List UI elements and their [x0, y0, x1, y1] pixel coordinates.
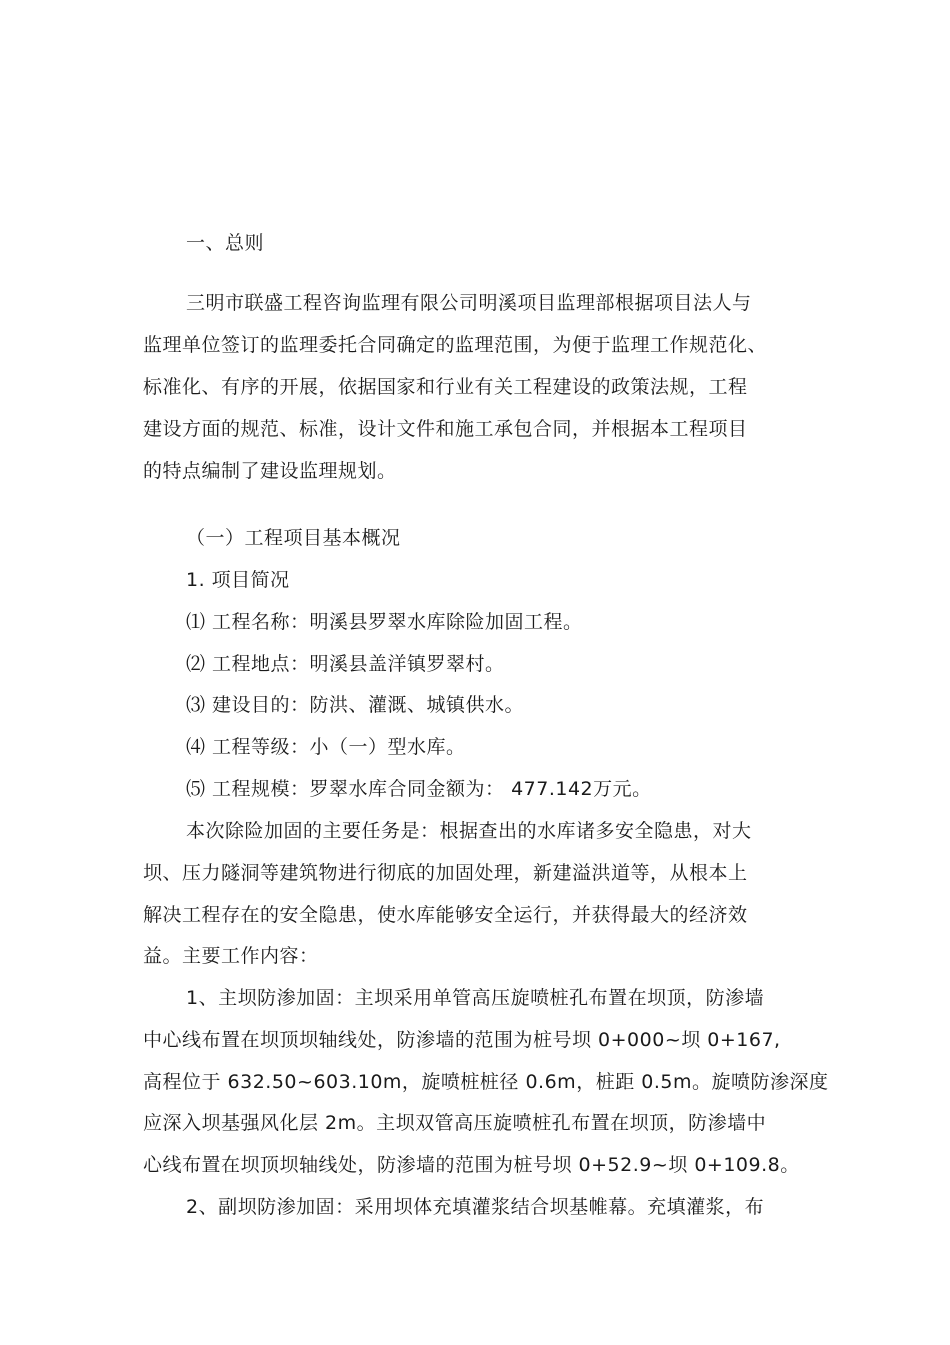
- task-line: 解决工程存在的安全隐患，使水库能够安全运行，并获得最大的经济效: [143, 904, 748, 926]
- work-line: 应深入坝基强风化层 2m。主坝双管高压旋喷桩孔布置在坝顶，防渗墙中: [143, 1112, 767, 1134]
- intro-line: 建设方面的规范、标准，设计文件和施工承包合同，并根据本工程项目: [143, 418, 748, 440]
- work-line: 1、主坝防渗加固：主坝采用单管高压旋喷桩孔布置在坝顶，防渗墙: [186, 987, 765, 1009]
- overview-item: ⑷ 工程等级：小（一）型水库。: [186, 736, 466, 758]
- overview-item: ⑴ 工程名称：明溪县罗翠水库除险加固工程。: [186, 611, 583, 633]
- work-line: 心线布置在坝顶坝轴线处，防渗墙的范围为桩号坝 0+52.9~坝 0+109.8。: [143, 1154, 800, 1176]
- work-line: 2、副坝防渗加固：采用坝体充填灌浆结合坝基帷幕。充填灌浆，布: [186, 1196, 765, 1218]
- subsection-heading: （一）工程项目基本概况: [186, 527, 401, 549]
- intro-line: 的特点编制了建设监理规划。: [143, 460, 397, 482]
- intro-line: 监理单位签订的监理委托合同确定的监理范围，为便于监理工作规范化、: [143, 334, 768, 356]
- item-heading: 1. 项目简况: [186, 569, 290, 591]
- work-line: 高程位于 632.50~603.10m，旋喷桩桩径 0.6m，桩距 0.5m。旋喷防渗深度: [143, 1071, 829, 1093]
- overview-item: ⑵ 工程地点：明溪县盖洋镇罗翠村。: [186, 653, 505, 675]
- section-heading: 一、总则: [186, 232, 265, 254]
- overview-item: ⑸ 工程规模：罗翠水库合同金额为： 477.142万元。: [186, 778, 652, 800]
- intro-line: 三明市联盛工程咨询监理有限公司明溪项目监理部根据项目法人与: [186, 292, 752, 314]
- overview-item: ⑶ 建设目的：防洪、灌溉、城镇供水。: [186, 694, 525, 716]
- task-line: 本次除险加固的主要任务是：根据查出的水库诸多安全隐患，对大: [186, 820, 752, 842]
- work-line: 中心线布置在坝顶坝轴线处，防渗墙的范围为桩号坝 0+000~坝 0+167,: [143, 1029, 781, 1051]
- task-line: 坝、压力隧洞等建筑物进行彻底的加固处理，新建溢洪道等，从根本上: [143, 862, 748, 884]
- intro-line: 标准化、有序的开展，依据国家和行业有关工程建设的政策法规，工程: [143, 376, 748, 398]
- task-line: 益。主要工作内容：: [143, 945, 319, 967]
